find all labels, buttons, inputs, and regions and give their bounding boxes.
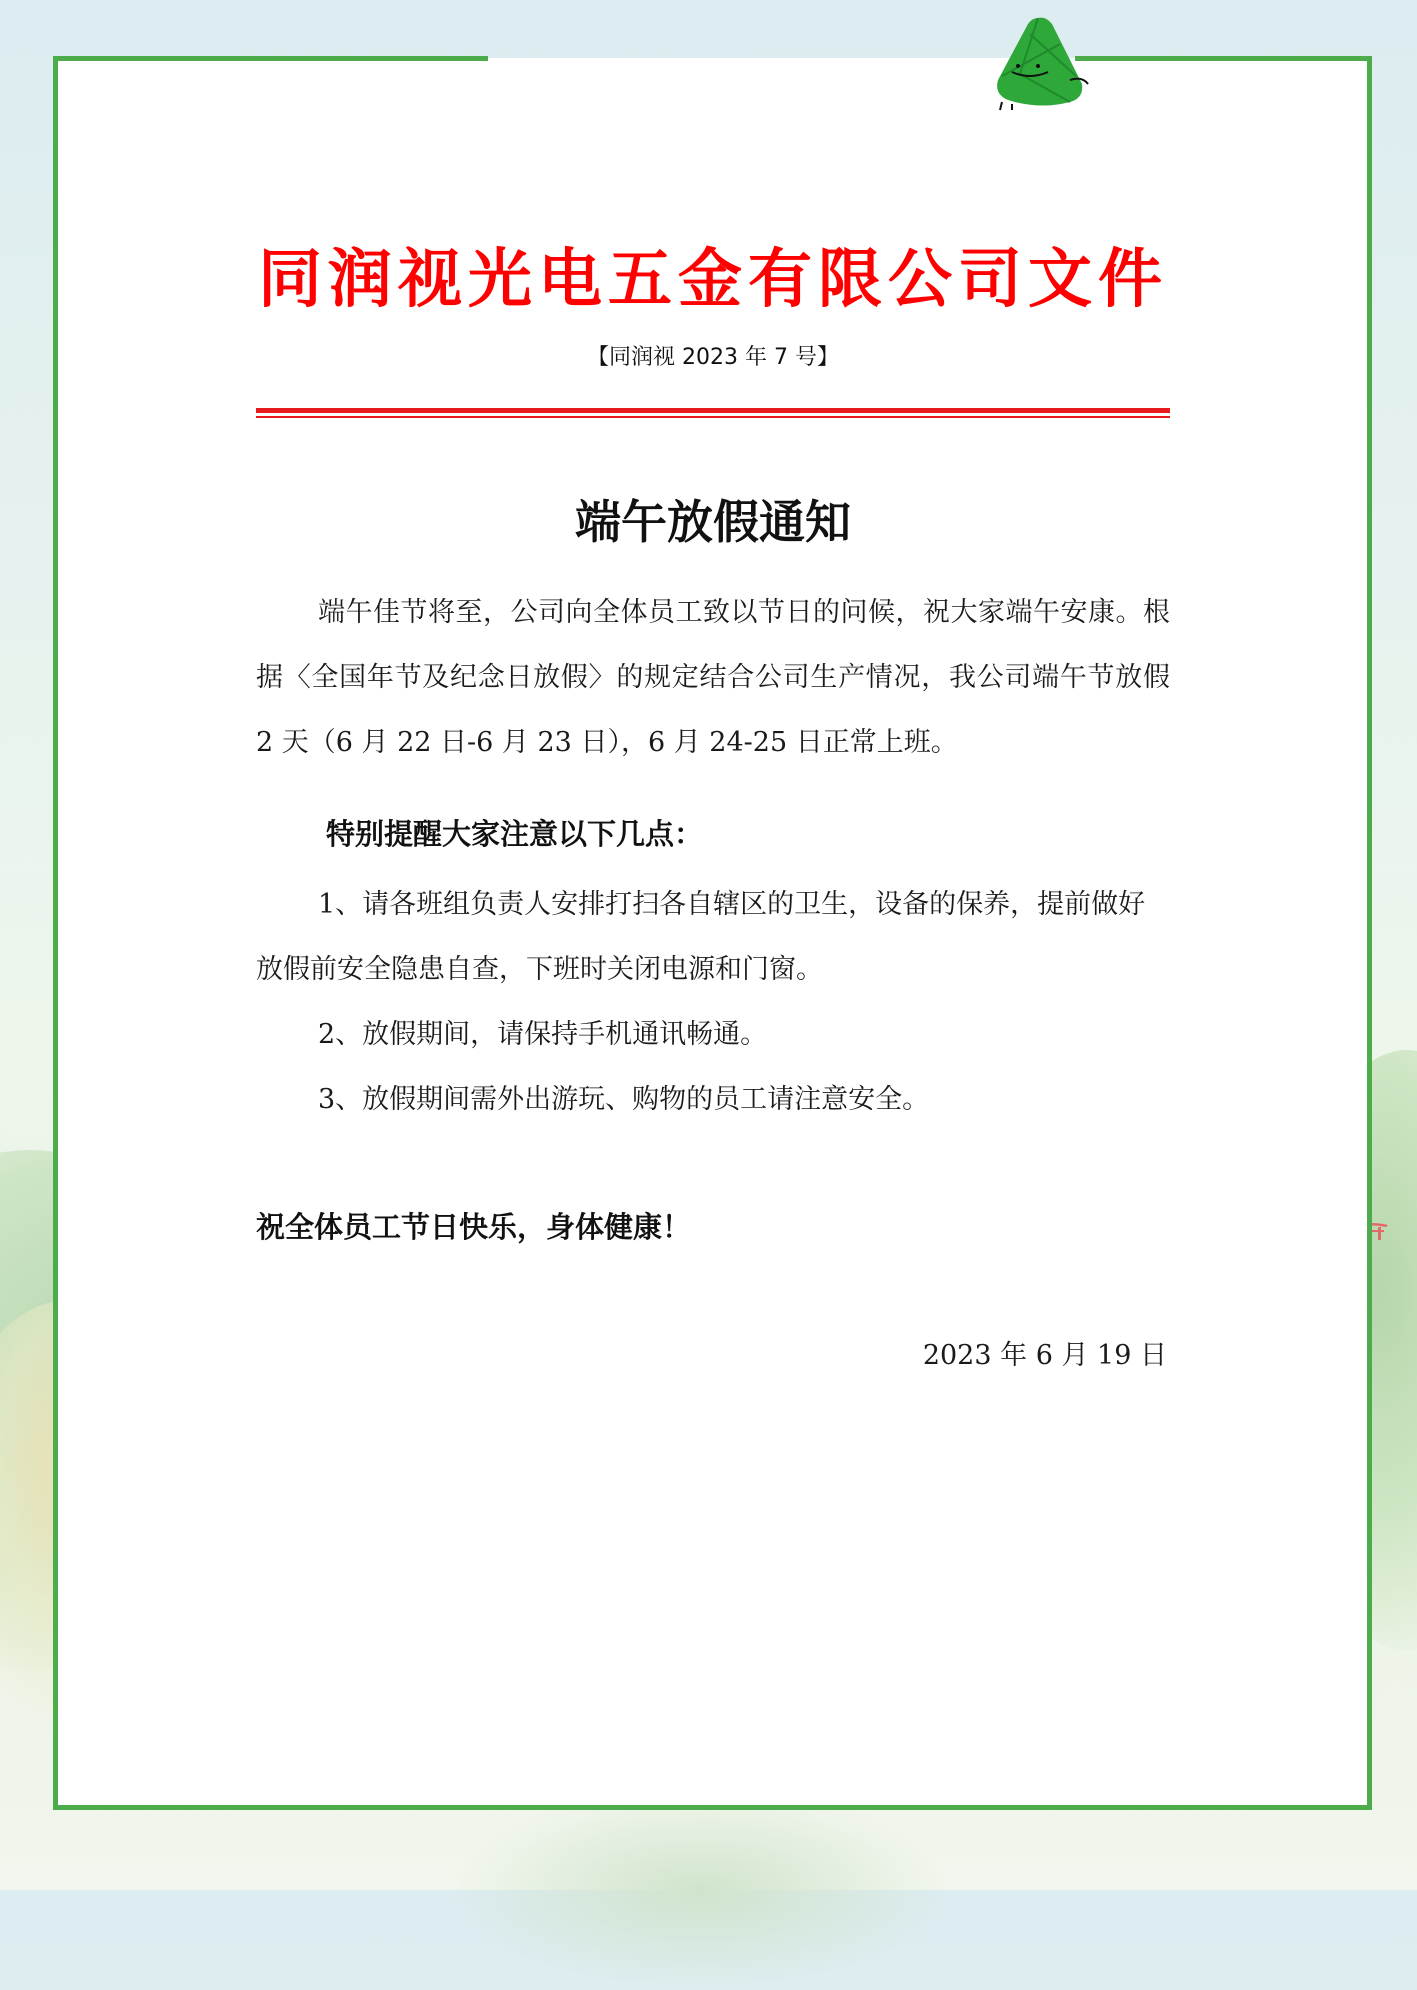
reminder-item-3: 3、放假期间需外出游玩、购物的员工请注意安全。 [318,1084,930,1115]
organization-header: 同润视光电五金有限公司文件 [258,242,1168,317]
reminder-item-1: 1、请各班组负责人安排打扫各自辖区的卫生，设备的保养，提前做好放假前安全隐患自查，下班时关闭电源和门窗。 [256,889,1146,985]
header-divider-thick [256,408,1170,413]
issue-date: 2023 年 6 月 19 日 [922,1340,1167,1371]
intro-paragraph: 端午佳节将至，公司向全体员工致以节日的问候，祝大家端午安康。根据〈全国年节及纪念日放假〉的规定结合公司生产情况，我公司端午节放假 2 天（6 月 22 日-6 月 23 日），6 月 24-25 日正常上班。 [256,597,1170,758]
zongzi-icon [990,14,1090,114]
closing-greeting: 祝全体员工节日快乐，身体健康！ [256,1210,692,1244]
notice-title: 端午放假通知 [575,495,851,549]
frame-top-right [1075,56,1372,61]
document-number: 【同润视 2023 年 7 号】 [587,345,839,370]
reminder-item-2: 2、放假期间，请保持手机通讯畅通。 [318,1019,768,1050]
header-divider-thin [256,416,1170,418]
background-hill-bottom [450,1790,950,1990]
reminder-heading: 特别提醒大家注意以下几点： [326,817,704,851]
frame-top-left [53,56,488,61]
